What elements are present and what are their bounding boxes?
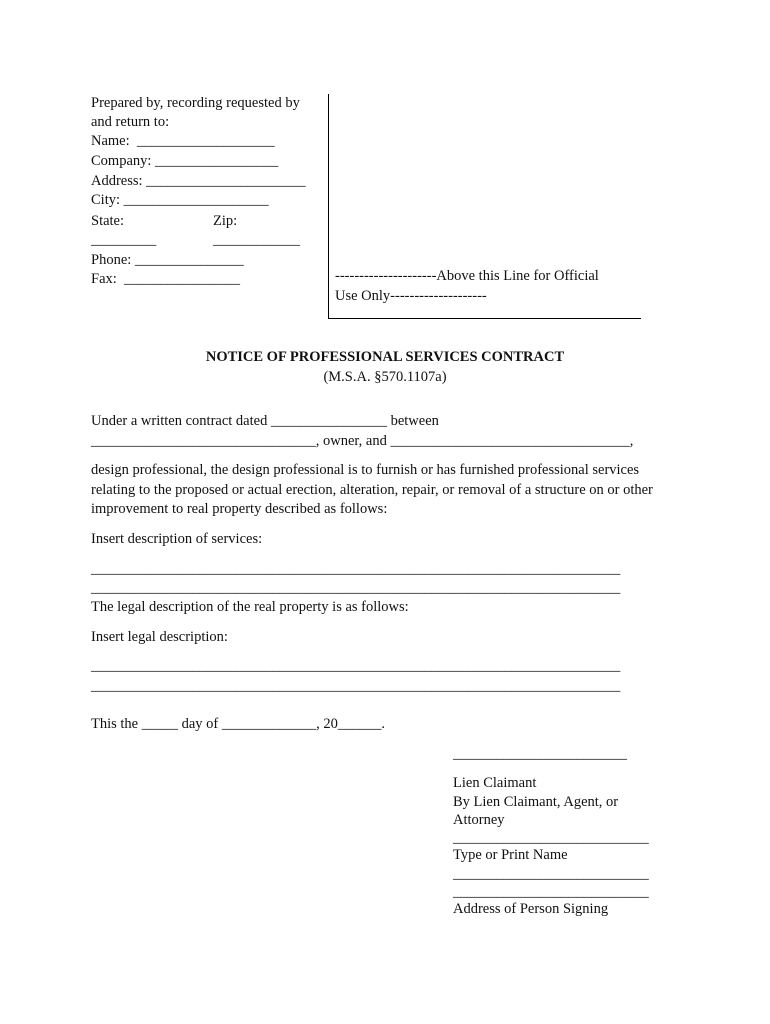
- document-title: NOTICE OF PROFESSIONAL SERVICES CONTRACT: [205, 349, 565, 365]
- fax-field[interactable]: Fax: ________________: [91, 271, 241, 287]
- legal-blank-line2[interactable]: _________________________________________________________________________: [91, 678, 621, 694]
- zip-field[interactable]: ____________: [213, 232, 300, 248]
- state-label: State:: [91, 213, 125, 229]
- services-blank-line1[interactable]: _________________________________________________________________________: [91, 561, 621, 577]
- date-line[interactable]: This the _____ day of _____________, 20______.: [91, 716, 386, 732]
- attorney-label: Attorney: [453, 812, 505, 828]
- prepared-by-line1: Prepared by, recording requested by: [91, 95, 300, 111]
- print-name-line[interactable]: ___________________________: [453, 830, 649, 846]
- body-text-line1: design professional, the design professional is to furnish or has furnished professional services: [91, 462, 640, 478]
- address-line1[interactable]: ___________________________: [453, 866, 649, 882]
- statute-citation: (M.S.A. §570.1107a): [323, 369, 447, 385]
- address-field[interactable]: Address: ______________________: [91, 173, 306, 189]
- services-blank-line2[interactable]: _________________________________________________________________________: [91, 580, 621, 596]
- lien-claimant-label: Lien Claimant: [453, 775, 537, 791]
- signature-line[interactable]: ________________________: [453, 746, 627, 762]
- official-use-line2: Use Only--------------------: [335, 288, 487, 304]
- official-use-line1: ---------------------Above this Line for Official: [335, 268, 599, 284]
- company-field[interactable]: Company: _________________: [91, 153, 279, 169]
- name-field[interactable]: Name: ___________________: [91, 133, 275, 149]
- print-name-label: Type or Print Name: [453, 847, 568, 863]
- phone-field[interactable]: Phone: _______________: [91, 252, 244, 268]
- by-claimant-label: By Lien Claimant, Agent, or: [453, 794, 619, 810]
- services-label: Insert description of services:: [91, 531, 263, 547]
- owner-line[interactable]: _______________________________, owner, and _________________________________,: [91, 433, 634, 449]
- zip-label: Zip:: [213, 213, 238, 229]
- legal-blank-line1[interactable]: _________________________________________________________________________: [91, 658, 621, 674]
- address-signing-label: Address of Person Signing: [453, 901, 609, 917]
- legal-description-label: Insert legal description:: [91, 629, 228, 645]
- city-field[interactable]: City: ____________________: [91, 192, 269, 208]
- official-box-bottom-border: [328, 318, 641, 319]
- state-field[interactable]: _________: [91, 232, 157, 248]
- legal-description-heading: The legal description of the real property is as follows:: [91, 599, 409, 615]
- body-text-line2: relating to the proposed or actual erection, alteration, repair, or removal of a structure on or other: [91, 482, 653, 498]
- contract-date-line[interactable]: Under a written contract dated ________________ between: [91, 413, 439, 429]
- body-text-line3: improvement to real property described as follows:: [91, 501, 388, 517]
- prepared-by-line2: and return to:: [91, 114, 170, 130]
- official-box-left-border: [328, 94, 329, 319]
- address-line2[interactable]: ___________________________: [453, 884, 649, 900]
